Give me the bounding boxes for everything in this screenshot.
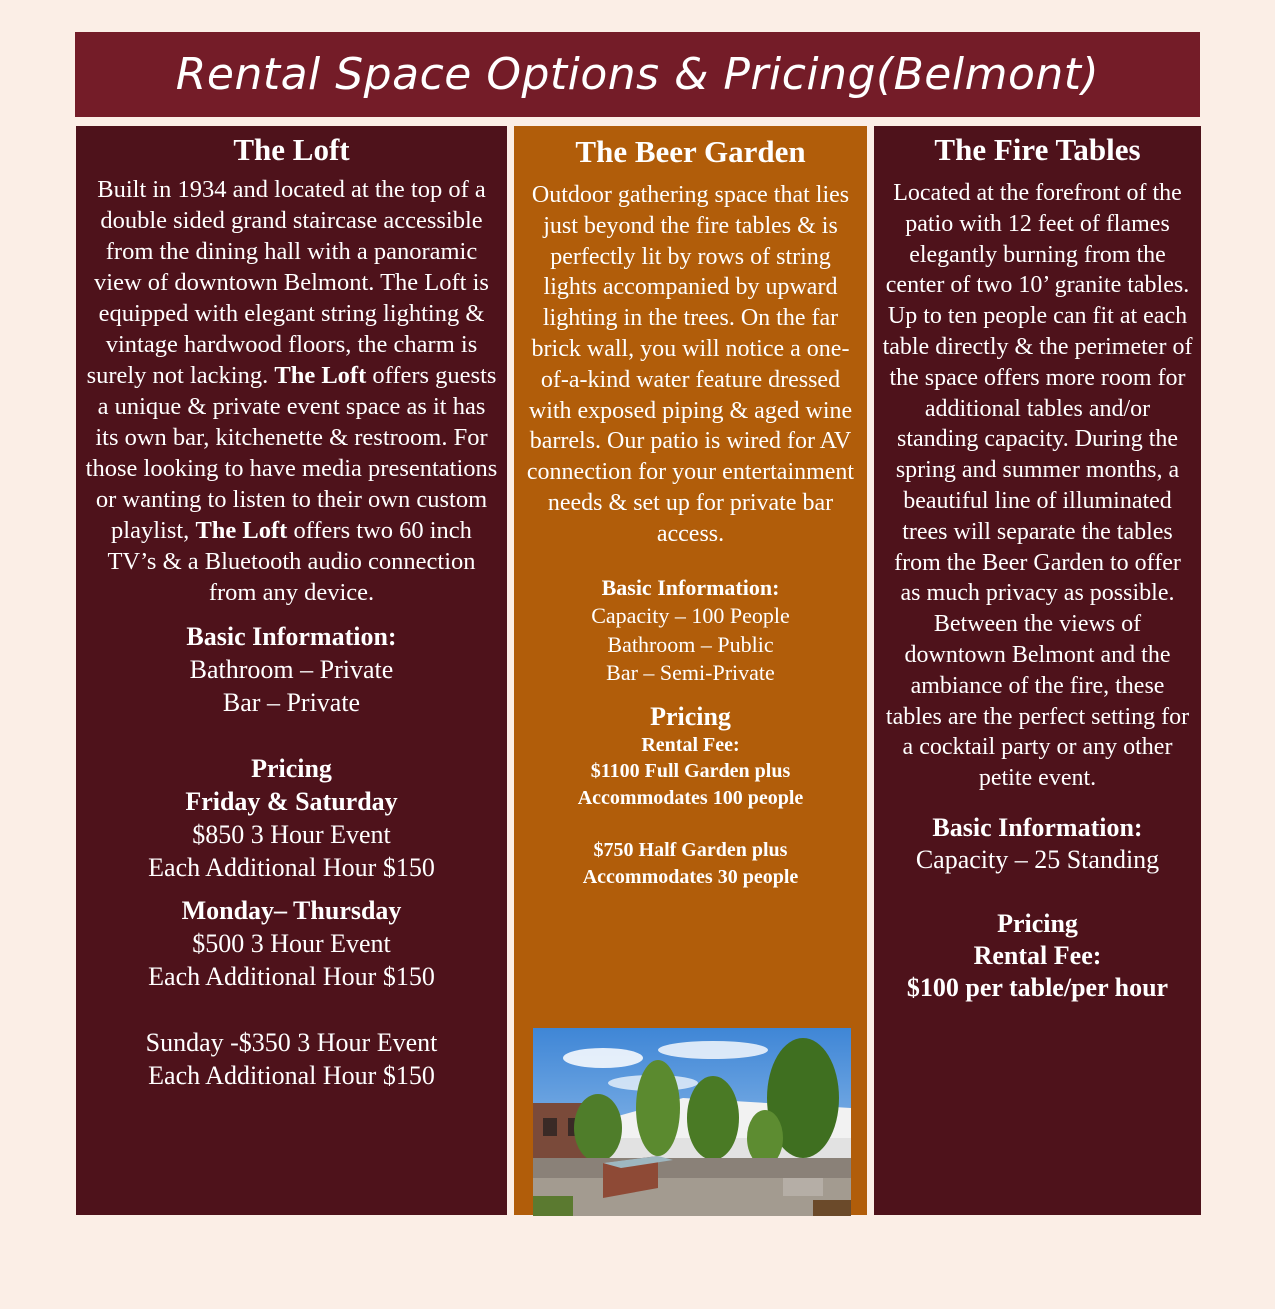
fire-heading: The Fire Tables [934, 132, 1141, 167]
loft-info-bar: Bar – Private [222, 688, 361, 717]
loft-weekday-extra: Each Additional Hour $150 [148, 962, 435, 991]
garden-full-capacity: Accommodates 100 people [577, 786, 804, 809]
loft-desc-bold2: The Loft [195, 517, 288, 544]
loft-weekend-title: Friday & Saturday [185, 787, 398, 816]
garden-heading: The Beer Garden [575, 134, 806, 169]
title-banner [75, 32, 1200, 117]
garden-info-title: Basic Information: [601, 574, 780, 600]
loft-desc-bold1: The Loft [274, 362, 367, 389]
loft-sunday-extra: Each Additional Hour $150 [148, 1061, 435, 1090]
loft-pricing-title: Pricing [251, 754, 332, 783]
fire-price: $100 per table/per hour [906, 972, 1169, 1002]
fire-pricing-title: Pricing [997, 908, 1078, 938]
garden-info-capacity: Capacity – 100 People [591, 603, 790, 629]
garden-description: Outdoor gathering space that lies just beyond the fire tables & is perfectly lit by rows of string lights accompanied by upward lighting in the trees. On the far brick wall, you will notice a one-of-a-kind water feature dressed with exposed piping & aged wine barrels. Our patio is wired for AV connection for your entertainment needs & set up for private bar access. [526, 182, 855, 547]
loft-weekday-title: Monday– Thursday [181, 896, 402, 925]
fire-info-title: Basic Information: [932, 812, 1143, 842]
garden-info-bar: Bar – Semi-Private [606, 660, 775, 686]
fire-info-capacity: Capacity – 25 Standing [915, 844, 1160, 874]
loft-desc-part2: offers guests a unique & private event space as it has its own bar, kitchenette & restroom. For those looking to have media presentations or wanting to listen to their own custom playlist, [85, 362, 498, 544]
loft-weekday-price: $500 3 Hour Event [192, 929, 391, 958]
garden-half-capacity: Accommodates 30 people [582, 865, 799, 888]
loft-weekend-extra: Each Additional Hour $150 [148, 853, 435, 882]
garden-info-bathroom: Bathroom – Public [607, 631, 774, 657]
loft-column [76, 126, 507, 1215]
loft-heading: The Loft [233, 132, 350, 167]
loft-desc-part1: Built in 1934 and located at the top of a double sided grand staircase accessible from the dining hall with a panoramic view of downtown Belmont. The Loft is equipped with elegant string lighting & vintage hardwood floors, the charm is surely not lacking. [86, 176, 489, 389]
fire-column [874, 126, 1201, 1215]
loft-info-bathroom: Bathroom – Private [189, 655, 394, 684]
garden-full-price: $1100 Full Garden plus [590, 760, 791, 783]
garden-column [514, 126, 867, 1215]
fire-description: Located at the forefront of the patio with 12 feet of flames elegantly burning from the center of two 10’ granite tables. Up to ten people can fit at each table directly & the perimeter of the space offers more room for additional tables and/or standing capacity. During the spring and summer months, a beautiful line of illuminated trees will separate the tables from the Beer Garden to offer as much privacy as possible. Between the views of downtown Belmont and the ambiance of the fire, these tables are the perfect setting for a cocktail party or any other petite event. [882, 180, 1193, 792]
loft-weekend-price: $850 3 Hour Event [192, 820, 391, 849]
garden-fee-label: Rental Fee: [641, 733, 740, 756]
fire-fee-label: Rental Fee: [973, 940, 1102, 970]
page-title: Rental Space Options & Pricing(Belmont) [175, 49, 1100, 100]
beer-garden-photo [533, 1028, 851, 1216]
garden-half-price: $750 Half Garden plus [593, 839, 788, 862]
loft-info-title: Basic Information: [186, 622, 397, 651]
loft-desc-part3: offers two 60 inch TV’s & a Bluetooth audio connection from any device. [107, 517, 476, 606]
loft-description [84, 174, 499, 608]
loft-sunday-price: Sunday -$350 3 Hour Event [145, 1028, 438, 1057]
garden-pricing-title: Pricing [650, 701, 731, 731]
